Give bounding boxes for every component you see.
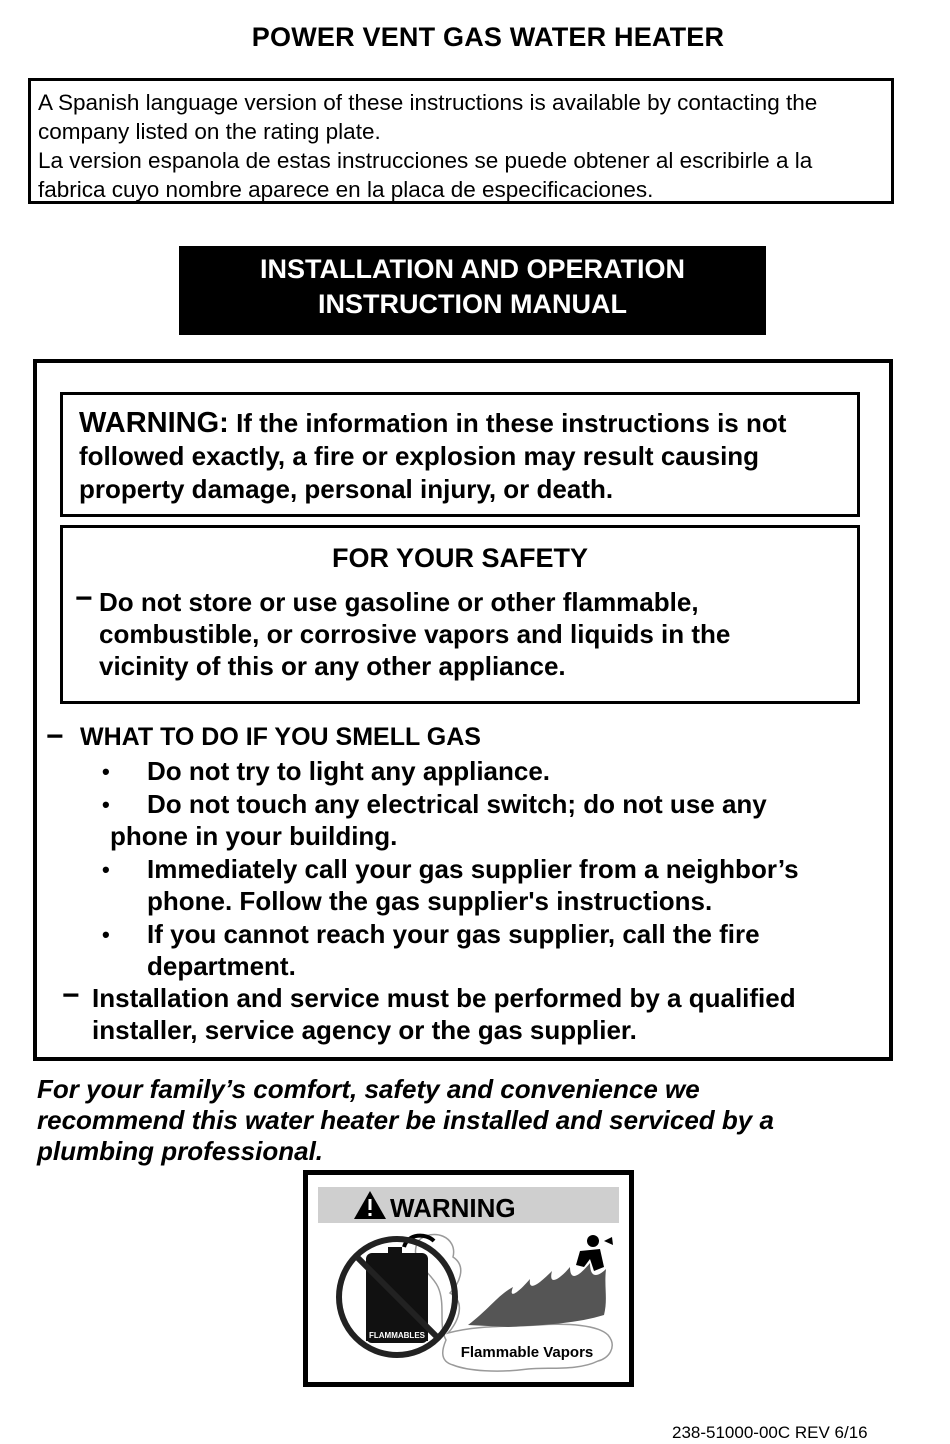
- banner-line-2: INSTRUCTION MANUAL: [318, 289, 627, 319]
- recommendation-line: For your family’s comfort, safety and convenience we: [37, 1074, 700, 1104]
- banner-line-1: INSTALLATION AND OPERATION: [260, 254, 685, 284]
- installation-line: Installation and service must be performed by a qualified: [92, 983, 796, 1013]
- warning-label-graphic: [308, 1175, 629, 1382]
- document-number: 238-51000-00C REV 6/16: [672, 1423, 868, 1442]
- safety-text: [99, 586, 730, 682]
- warning-text-line: If the information in these instructions is not: [236, 408, 787, 438]
- person-running-icon: [576, 1235, 613, 1271]
- warning-label: WARNING:: [79, 407, 229, 439]
- safety-line: vicinity of this or any other appliance.: [99, 651, 566, 681]
- smell-gas-item-continued: phone in your building.: [110, 821, 398, 851]
- recommendation-text: [37, 1074, 774, 1167]
- bullet-icon: •: [102, 922, 110, 947]
- can-label-text: FLAMMABLES: [369, 1331, 425, 1340]
- smell-gas-item-continued: phone. Follow the gas supplier's instructions.: [147, 886, 713, 916]
- flame-icon: [468, 1263, 606, 1327]
- smell-gas-item: Do not touch any electrical switch; do not use any: [147, 789, 767, 819]
- dash-marker: −: [46, 720, 64, 753]
- notice-line: A Spanish language version of these instructions is available by contacting the: [38, 90, 818, 115]
- cloud-label-text: Flammable Vapors: [460, 1344, 594, 1361]
- safety-line: combustible, or corrosive vapors and liquids in the: [99, 619, 731, 649]
- warning-text-line: followed exactly, a fire or explosion may result causing: [79, 441, 760, 471]
- notice-line: fabrica cuyo nombre aparece en la placa de especificaciones.: [38, 177, 654, 202]
- smell-gas-item: Do not try to light any appliance.: [147, 756, 551, 786]
- bullet-icon: •: [102, 792, 110, 817]
- manual-banner: [179, 246, 766, 335]
- warning-text-line: property damage, personal injury, or death.: [79, 474, 614, 504]
- spanish-notice-box: [28, 78, 894, 204]
- label-header-text: WARNING: [390, 1193, 516, 1223]
- smell-gas-item: If you cannot reach your gas supplier, call the fire: [147, 919, 760, 949]
- installation-line: installer, service agency or the gas supplier.: [92, 1015, 637, 1045]
- recommendation-line: plumbing professional.: [37, 1136, 324, 1166]
- bullet-icon: •: [102, 857, 110, 882]
- safety-line: Do not store or use gasoline or other flammable,: [99, 587, 699, 617]
- page-title: POWER VENT GAS WATER HEATER: [251, 22, 725, 52]
- for-your-safety-box: [60, 525, 860, 704]
- smell-gas-item: Immediately call your gas supplier from a neighbor’s: [147, 854, 799, 884]
- notice-line: company listed on the rating plate.: [38, 119, 381, 144]
- warning-box: [60, 392, 860, 517]
- smell-gas-heading: WHAT TO DO IF YOU SMELL GAS: [80, 723, 481, 751]
- recommendation-line: recommend this water heater be installed and serviced by a: [37, 1105, 774, 1135]
- dash-marker: −: [75, 582, 93, 615]
- bullet-icon: •: [102, 759, 110, 784]
- notice-line: La version espanola de estas instrucciones se puede obtener al escribirle a la: [38, 148, 813, 173]
- dash-marker: −: [62, 979, 80, 1012]
- flammable-vapors-warning-label: [303, 1170, 634, 1387]
- safety-title: FOR YOUR SAFETY: [331, 543, 589, 573]
- smell-gas-item-continued: department.: [147, 951, 296, 981]
